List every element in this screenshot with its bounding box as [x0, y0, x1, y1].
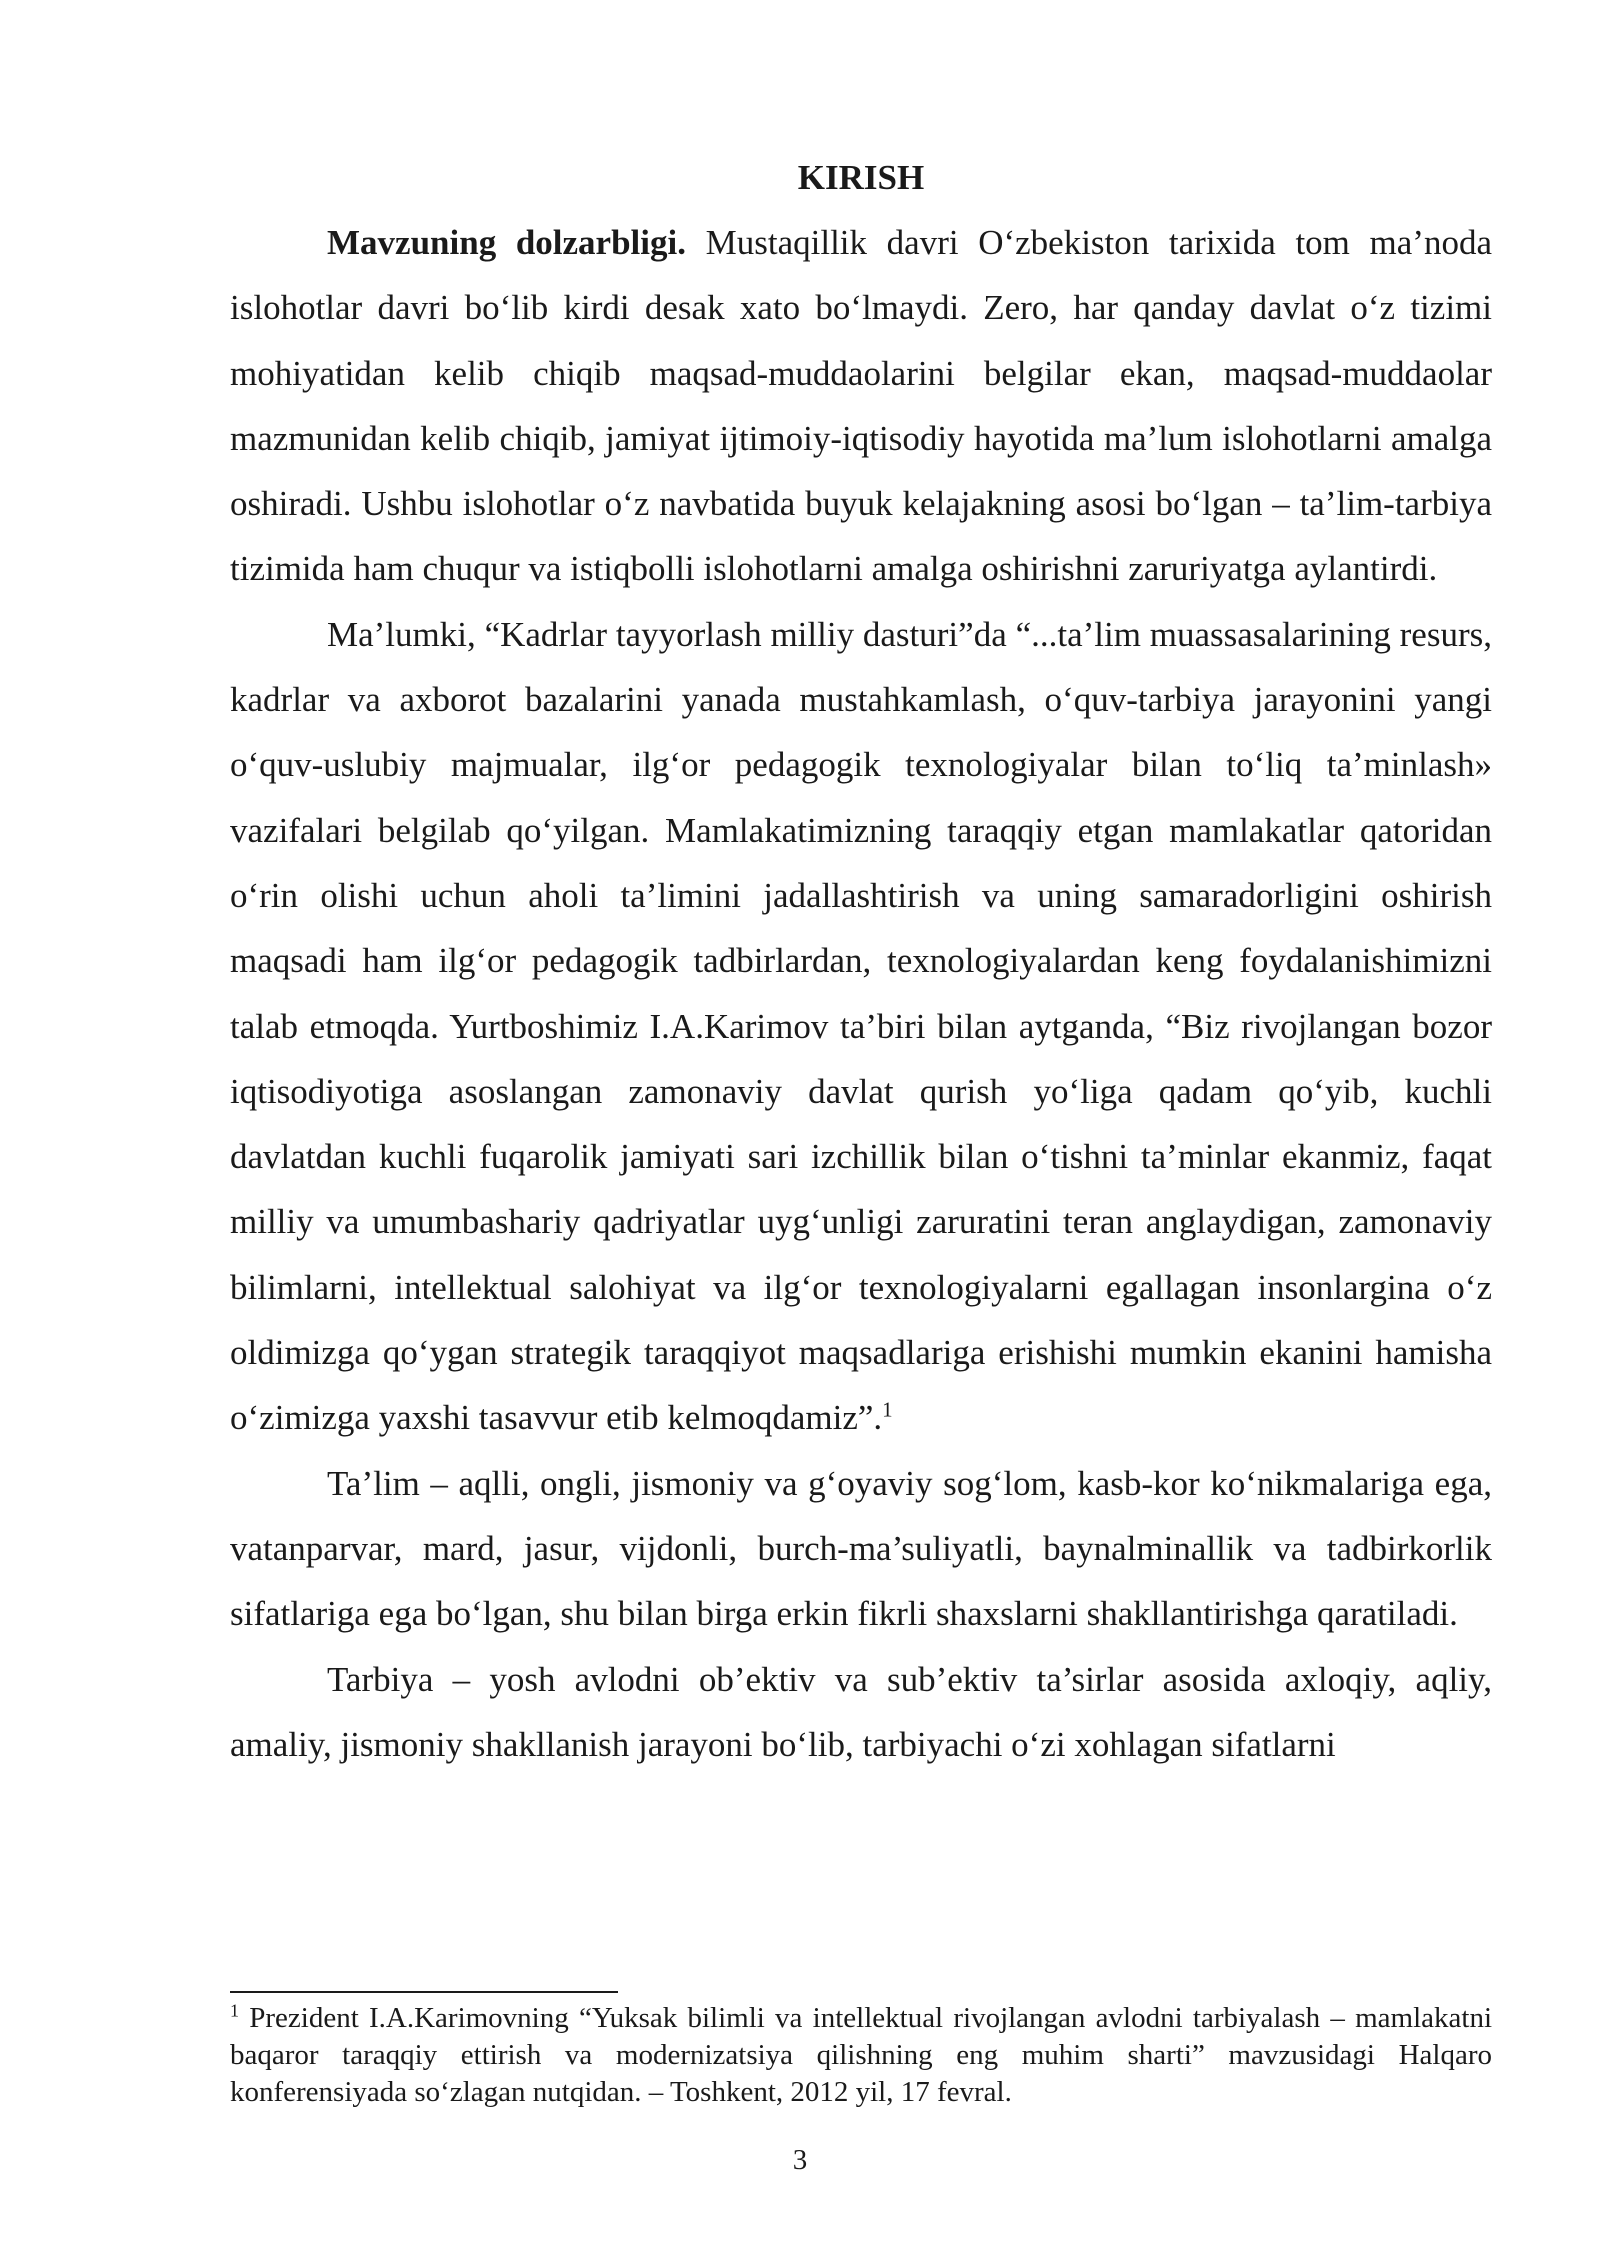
paragraph-relevance — [230, 210, 1492, 602]
paragraph-text: Tarbiya – yosh avlodni ob’ektiv va sub’ektiv ta’sirlar asosida axloqiy, aqliy, amaliy, jismoniy shakllanish jarayoni bo‘lib, tarbiyachi o‘zi xohlagan sifatlarni — [230, 1659, 1492, 1764]
section-heading: KIRISH — [797, 158, 925, 197]
paragraph-text: Ta’lim – aqlli, ongli, jismoniy va g‘oyaviy sog‘lom, kasb-kor ko‘nikmalariga ega, vatanparvar, mard, jasur, vijdonli, burch-ma’suliyatli, baynalminallik va tadbirkorlik sifatlariga ega bo‘lgan, shu bilan birga erkin fikrli shaxslarni shakllantirishga qaratiladi. — [230, 1463, 1492, 1634]
footnote-text: Prezident I.A.Karimovning “Yuksak bilimli va intellektual rivojlangan avlodni tarbiyalash – mamlakatni baqaror taraqqiy ettirish va modernizatsiya qilishning eng muhim sharti” mavzusidagi Halqaro konferensiyada so‘zlagan nutqidan. – Toshkent, 2012 yil, 17 fevral. — [230, 2002, 1492, 2108]
paragraph-national-program — [230, 602, 1492, 1451]
footnote-separator — [230, 1991, 618, 1993]
paragraph-text: Ma’lumki, “Kadrlar tayyorlash milliy dasturi”da “...ta’lim muassasalarining resurs, kadrlar va axborot bazalarini yanada mustahkamlash, o‘quv-tarbiya jarayonini yangi o‘quv-uslubiy majmualar, ilg‘or pedagogik texnologiyalar bilan to‘liq ta’minlash» vazifalari belgilab qo‘yilgan. Mamlakatimizning taraqqiy etgan mamlakatlar qatoridan o‘rin olishi uchun aholi ta’limini jadallashtirish va uning samaradorligini oshirish maqsadi ham ilg‘or pedagogik tadbirlardan, texnologiyalardan keng foydalanishimizni talab etmoqda. Yurtboshimiz I.A.Karimov ta’biri bilan aytganda, “Biz rivojlangan bozor iqtisodiyotiga asoslangan zamonaviy davlat qurish yo‘liga qadam qo‘yib, kuchli davlatdan kuchli fuqarolik jamiyati sari izchillik bilan o‘tishni ta’minlar ekanmiz, faqat milliy va umumbashariy qadriyatlar uyg‘unligi zaruratini teran anglaydigan, zamonaviy bilimlarni, intellektual salohiyat va ilg‘or texnologiyalarni egallagan insonlargina o‘z oldimizga qo‘ygan strategik taraqqiyot maqsadlariga erishishi mumkin ekanini hamisha o‘zimizga yaxshi tasavvur etib kelmoqdamiz”. — [230, 614, 1492, 1438]
main-text — [230, 145, 1492, 1777]
footnote — [230, 2000, 1492, 2111]
paragraph-lead: Mavzuning dolzarbligi. — [327, 223, 686, 262]
page-number: 3 — [792, 2144, 808, 2176]
paragraph-text: Mustaqillik davri O‘zbekiston tarixida tom ma’noda islohotlar davri bo‘lib kirdi desak xato bo‘lmaydi. Zero, har qanday davlat o‘z tizimi mohiyatidan kelib chiqib maqsad-muddaolarini belgilar ekan, maqsad-muddaolar mazmunidan kelib chiqib, jamiyat ijtimoiy-iqtisodiy hayotida ma’lum islohotlarni amalga oshiradi. Ushbu islohotlar o‘z navbatida buyuk kelajakning asosi bo‘lgan – ta’lim-tarbiya tizimida ham chuqur va istiqbolli islohotlarni amalga oshirishni zaruriyatga aylantirdi. — [230, 223, 1492, 589]
paragraph-upbringing — [230, 1647, 1492, 1778]
footnote-reference: 1 — [882, 1397, 893, 1422]
paragraph-education — [230, 1451, 1492, 1647]
footnote-number: 1 — [230, 2000, 239, 2021]
